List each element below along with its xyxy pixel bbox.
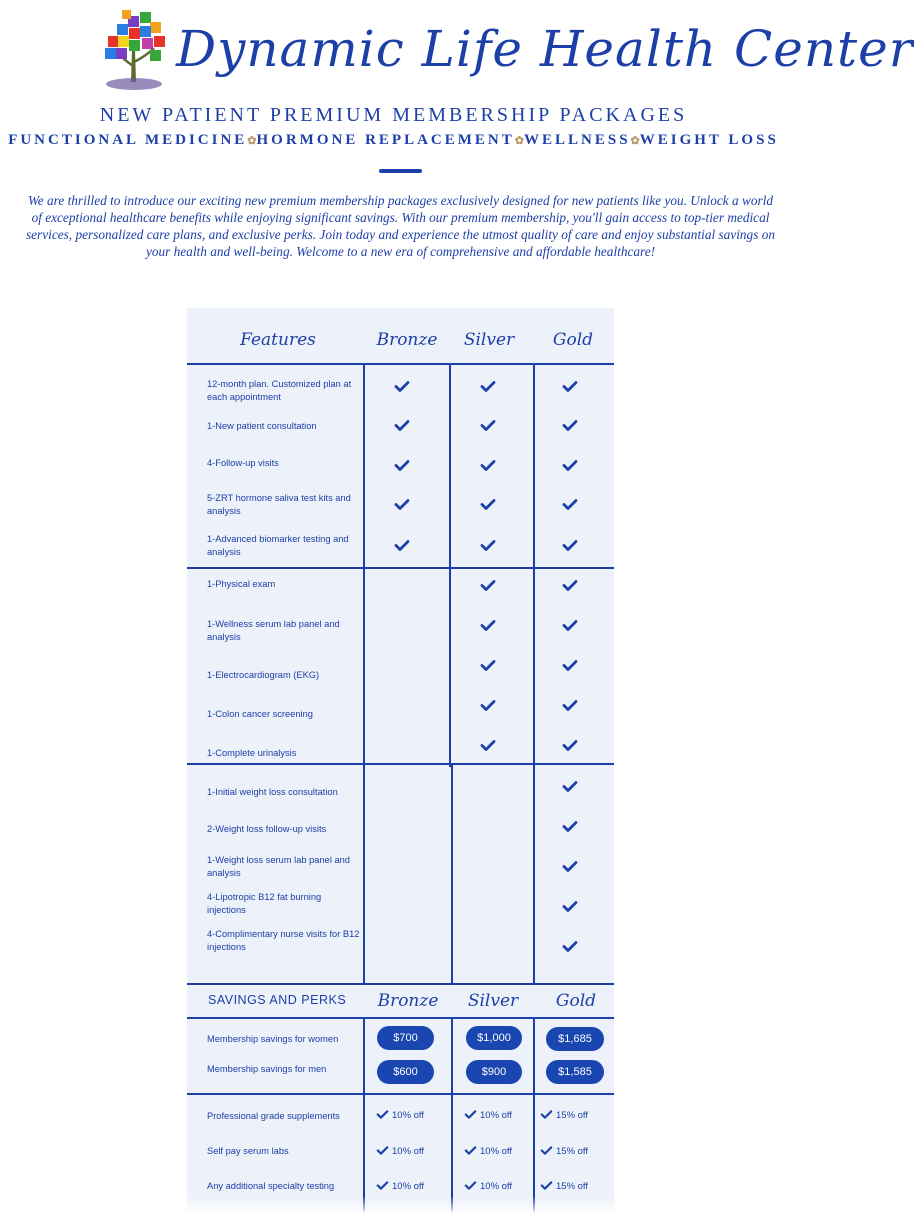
perk-discount — [465, 1146, 512, 1157]
check-icon — [563, 660, 577, 671]
check-icon — [563, 821, 577, 832]
column-divider — [533, 1017, 535, 1212]
column-divider — [449, 363, 451, 767]
flower-separator-icon: ✿ — [630, 135, 640, 147]
check-icon — [481, 620, 495, 631]
check-icon — [563, 941, 577, 952]
perk-discount — [541, 1110, 588, 1121]
perk-label: Any additional specialty testing — [207, 1181, 335, 1191]
feature-label: 5-ZRT hormone saliva test kits and analysis — [207, 493, 351, 516]
discount-text: 10% off — [392, 1181, 425, 1192]
intro-paragraph: We are thrilled to introduce our exciting new premium membership packages exclusively designed for new patients like you. Unlock a world of exceptional healthcare benefits while enjoying significant savings. With our premium membership, you'll gain access to top-tier medical services, personalized care plans, and exclusive perks. Join today and experience the utmost quality of care and enjoy substantial savings on your health and well-being. Welcome to a new era of comprehensive and affordable healthcare! — [25, 193, 776, 259]
check-icon — [465, 1146, 480, 1157]
savings-header-gold: Gold — [555, 991, 597, 1011]
subtitle-item: WELLNESS — [524, 132, 631, 148]
check-icon — [481, 580, 495, 591]
check-icon — [465, 1181, 480, 1192]
check-icon — [377, 1110, 392, 1121]
check-icon — [481, 660, 495, 671]
check-icon — [563, 901, 577, 912]
subtitle-item: HORMONE REPLACEMENT — [256, 132, 515, 148]
feature-label: 4-Follow-up visits — [207, 458, 279, 468]
page-title: NEW PATIENT PREMIUM MEMBERSHIP PACKAGES — [99, 104, 688, 126]
subtitle-item: WEIGHT LOSS — [639, 132, 779, 148]
check-icon — [563, 781, 577, 792]
savings-label: Membership savings for men — [207, 1064, 327, 1074]
check-icon — [563, 540, 577, 551]
check-icon — [563, 381, 577, 392]
brand-name: Dynamic Life Health Center — [176, 20, 914, 78]
savings-pill: $1,685 — [546, 1027, 604, 1051]
feature-label: 1-Weight loss serum lab panel and analysis — [207, 855, 350, 878]
check-icon — [377, 1146, 392, 1157]
column-header-bronze: Bronze — [376, 330, 438, 350]
logo-tree-icon — [100, 6, 168, 92]
column-divider — [363, 363, 365, 983]
column-divider — [451, 1017, 453, 1212]
check-icon — [395, 540, 409, 551]
feature-label: 2-Weight loss follow-up visits — [207, 824, 327, 834]
column-divider — [363, 1017, 365, 1212]
feature-label: 12-month plan. Customized plan at each appointment — [207, 379, 352, 402]
savings-label: Membership savings for women — [207, 1034, 339, 1044]
check-icon — [563, 420, 577, 431]
check-icon — [563, 620, 577, 631]
feature-label: 1-Complete urinalysis — [207, 748, 297, 758]
discount-text: 15% off — [556, 1181, 589, 1192]
check-icon — [377, 1181, 392, 1192]
check-icon — [481, 460, 495, 471]
feature-label: 1-Wellness serum lab panel and analysis — [207, 619, 340, 642]
services-subtitle — [0, 132, 787, 149]
savings-pill: $600 — [377, 1060, 434, 1084]
column-divider — [451, 765, 453, 983]
perk-discount — [465, 1181, 512, 1192]
feature-label: 4-Lipotropic B12 fat burning injections — [207, 892, 322, 915]
check-icon — [465, 1110, 480, 1121]
row-divider — [187, 763, 614, 765]
check-icon — [563, 580, 577, 591]
row-divider — [187, 363, 614, 365]
column-header-gold: Gold — [552, 330, 594, 350]
discount-text: 15% off — [556, 1110, 589, 1121]
bottom-fade — [0, 1196, 787, 1212]
discount-text: 15% off — [556, 1146, 589, 1157]
check-icon — [563, 861, 577, 872]
perk-discount — [377, 1146, 424, 1157]
check-icon — [481, 700, 495, 711]
feature-label: 1-Physical exam — [207, 579, 276, 589]
row-divider — [187, 1093, 614, 1095]
savings-header-bronze: Bronze — [377, 991, 439, 1011]
check-icon — [541, 1181, 556, 1192]
savings-header-silver: Silver — [467, 991, 519, 1011]
perk-discount — [377, 1181, 424, 1192]
column-header-features: Features — [240, 330, 316, 350]
perk-discount — [465, 1110, 512, 1121]
feature-label: 1-New patient consultation — [207, 421, 317, 431]
savings-pill: $1,585 — [546, 1060, 604, 1084]
check-icon — [563, 460, 577, 471]
savings-pill: $700 — [377, 1026, 434, 1050]
flower-separator-icon: ✿ — [247, 135, 257, 147]
row-divider — [187, 1017, 614, 1019]
discount-text: 10% off — [392, 1110, 425, 1121]
check-icon — [481, 540, 495, 551]
perk-label: Self pay serum labs — [207, 1146, 289, 1156]
column-header-silver: Silver — [463, 330, 515, 350]
savings-pill: $900 — [466, 1060, 522, 1084]
check-icon — [481, 499, 495, 510]
perk-discount — [541, 1181, 588, 1192]
discount-text: 10% off — [392, 1146, 425, 1157]
check-icon — [563, 700, 577, 711]
feature-label: 4-Complimentary nurse visits for B12 injections — [207, 929, 360, 952]
check-icon — [481, 420, 495, 431]
check-icon — [563, 499, 577, 510]
row-divider — [187, 567, 614, 569]
feature-label: 1-Colon cancer screening — [207, 709, 313, 719]
check-icon — [395, 460, 409, 471]
row-divider — [187, 983, 614, 985]
perk-discount — [541, 1146, 588, 1157]
check-icon — [481, 381, 495, 392]
check-icon — [563, 740, 577, 751]
feature-label: 1-Advanced biomarker testing and analysis — [207, 534, 349, 557]
savings-title: SAVINGS AND PERKS — [208, 993, 347, 1007]
check-icon — [541, 1110, 556, 1121]
discount-text: 10% off — [480, 1181, 513, 1192]
check-icon — [395, 420, 409, 431]
check-icon — [541, 1146, 556, 1157]
savings-pill: $1,000 — [466, 1026, 522, 1050]
perk-label: Professional grade supplements — [207, 1111, 340, 1121]
check-icon — [481, 740, 495, 751]
title-divider — [379, 169, 422, 173]
feature-label: 1-Initial weight loss consultation — [207, 787, 338, 797]
discount-text: 10% off — [480, 1110, 513, 1121]
perk-discount — [377, 1110, 424, 1121]
column-divider — [533, 363, 535, 983]
discount-text: 10% off — [480, 1146, 513, 1157]
feature-label: 1-Electrocardiogram (EKG) — [207, 670, 320, 680]
check-icon — [395, 381, 409, 392]
subtitle-item: FUNCTIONAL MEDICINE — [8, 132, 248, 148]
check-icon — [395, 499, 409, 510]
flower-separator-icon: ✿ — [514, 135, 524, 147]
